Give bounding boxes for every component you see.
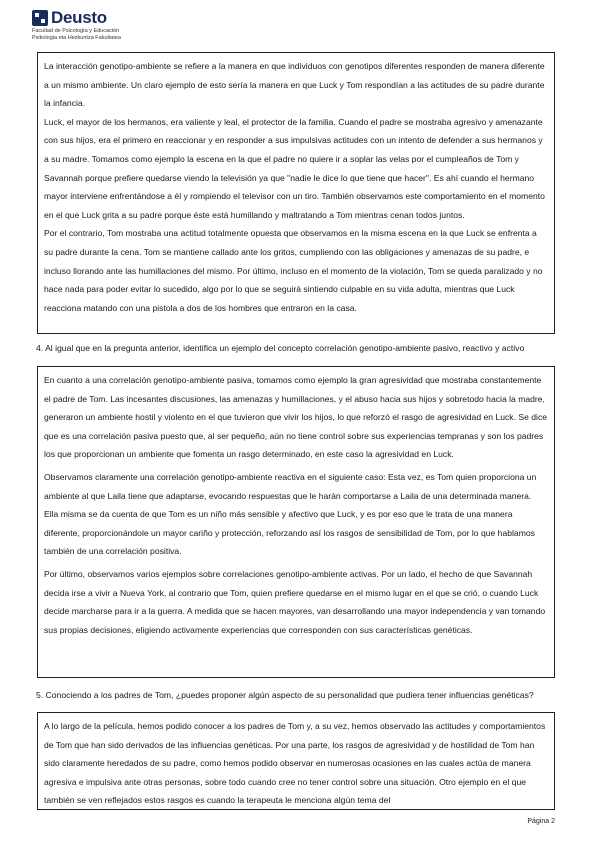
question-4: 4. Al igual que en la pregunta anterior, identifica un ejemplo del concepto correlación genotipo-ambiente pasivo, reactivo y activo: [36, 343, 525, 353]
answer-box-3: [37, 52, 555, 334]
logo-name: Deusto: [51, 8, 107, 27]
answer-box-5: [37, 712, 555, 810]
page-number: Página 2: [527, 818, 555, 825]
deusto-emblem-icon: [32, 10, 48, 26]
paragraph: A lo largo de la película, hemos podido conocer a los padres de Tom y, a su vez, hemos observado las actitudes y comportamientos de Tom que han sido derivados de las influencias genéticas. Por una parte, los rasgos de agresividad y de hostilidad de Tom han sido claramente heredados de su padre, como hemos podido observar en numerosas ocasiones en las cuales actúa de manera agresiva e impulsiva ante otras personas, sobre todo cuando cree no tener control sobre una situación. Otro ejemplo en el que también se ven reflejados estos rasgos es cuando la terapeuta le menciona algún tema del: [44, 721, 546, 806]
logo-subtitle-1: Facultad de Psicología y Educación: [32, 28, 120, 34]
logo-subtitle-2: Psikologia eta Hezkuntza Fakultatea: [32, 34, 121, 41]
paragraph: Por último, observamos varios ejemplos sobre correlaciones genotipo-ambiente activas. Por un lado, el hecho de que Savannah decida irse a vivir a Nueva York, al contrario que Tom, quien prefiere quedarse en el mismo lugar en el que se crió, o cuando Luck decide marcharse para ir a la guerra. A medida que se hacen mayores, van desarrollando una mayor independencia y van tomando sus propias decisiones, eligiendo activamente experiencias que corresponden con sus características genéticas.: [44, 568, 546, 635]
question-5: 5. Conociendo a los padres de Tom, ¿puedes proponer algún aspecto de su personalidad que pudiera tener influencias genéticas?: [36, 690, 534, 700]
deusto-logo: [32, 10, 121, 41]
paragraph: Observamos claramente una correlación genotipo-ambiente reactiva en el siguiente caso: Esta vez, es Tom quien proporciona un ambiente al que Laila tiene que adaptarse, evocando respuestas que le harán comportarse a Laila de una determinada manera. Ella misma se da cuenta de que Tom es un niño más sensible y afectivo que Luck, y es por eso que le trata de una manera diferente, proporcionándole un mayor cariño y protección, reforzando así los rasgos de sensibilidad de Tom, por lo que hablamos también de una correlación positiva.: [44, 471, 537, 557]
paragraph: En cuanto a una correlación genotipo-ambiente pasiva, tomamos como ejemplo la gran agresividad que mostraba constantemente el padre de Tom. Las incesantes discusiones, las amenazas y humillaciones, y el abuso hacia sus hijos y sobretodo hacia la madre, generaron un ambiente hostil y violento en el que tuvieron que vivir los hijos, lo que reforzó el rasgo de agresividad en Luck. Se dice que es una correlación pasiva puesto que, al ser pequeño, aún no tiene control sobre sus experiencias tempranas y son los padres los que proporcionan un ambiente que fomenta un rasgo determinado, en este caso la agresividad en Luck.: [44, 375, 548, 460]
paragraph: Luck, el mayor de los hermanos, era valiente y leal, el protector de la familia. Cuando el padre se mostraba agresivo y amenazante con sus hijos, era el primero en reaccionar y en responder a sus impulsivas actitudes con un intento de defender a sus hermanos y a su madre. Tomamos como ejemplo la escena en la que el padre no quiere ir a soplar las velas por el cumpleaños de Tom y Savannah porque prefiere quedarse viendo la televisión ya que "nadie le dice lo que tiene que hacer". Es ahí cuando el hermano mayor interviene enfrentándose a él y rompiendo el televisor con un tiro. También observamos este comportamiento en el momento en el que Luck grita a su padre porque éste está humillando y maltratando a Tom mientras cenan todos juntos.: [44, 116, 545, 220]
paragraph: Por el contrario, Tom mostraba una actitud totalmente opuesta que observamos en la misma escena en la que Luck se enfrenta a su padre durante la cena. Tom se mantiene callado ante los gritos, cumpliendo con las obligaciones y amenazas de su padre, e incluso llorando ante las humillaciones del mismo. Por último, incluso en el momento de la violación, Tom se queda paralizado y no hace nada para poder evitar lo sucedido, algo por lo que se seguirá sintiendo culpable en su vida adulta, mientras que Luck reacciona matando con una pistola a dos de los hombres que entraron en la casa.: [44, 228, 543, 313]
answer-box-4: [37, 366, 555, 678]
paragraph: La interacción genotipo-ambiente se refiere a la manera en que individuos con genotipos diferentes responden de manera diferente a un mismo ambiente. Un claro ejemplo de esto sería la manera en que Luck y Tom respondían a las actitudes de su padre durante la infancia.: [44, 61, 545, 109]
